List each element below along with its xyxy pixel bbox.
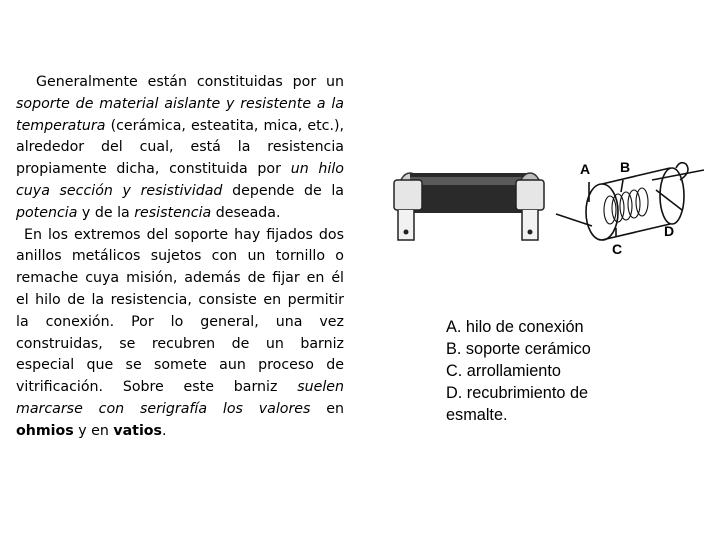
p1-seg-2: (cerámica, esteatita, mica, etc.), alrededor del cual, está la resistencia propiamente dicha, constituida por: [16, 117, 344, 178]
label-a: A: [580, 161, 591, 177]
p1-seg-3: un hilo cuya sección y resistividad: [16, 161, 344, 199]
p1-seg-8: deseada.: [211, 204, 281, 221]
p2-seg-3: ohmios: [16, 422, 74, 439]
resistor-photo: [394, 173, 544, 240]
p1-seg-1: soporte de material aislante y resistente a la temperatura: [16, 95, 344, 134]
paragraph-construction: [16, 72, 344, 225]
p2-seg-5: vatios: [113, 422, 163, 439]
label-b: B: [620, 159, 631, 175]
legend-a: A. hilo de conexión: [446, 318, 584, 336]
p2-seg-0: En los extremos del soporte hay fijados dos anillos metálicos sujetos con un tornillo o remache cuya misión, además de fijar en él el hilo de la resistencia, consiste en permitir la conexión. Por lo general, una vez construidas, se recubren de un barniz especial que se somete aun proceso de vitrificación. Sobre este barniz: [16, 226, 344, 396]
resistor-svg: [380, 150, 710, 270]
figure-legend: [446, 316, 646, 426]
p1-seg-7: resistencia: [134, 204, 212, 221]
p2-seg-4: y en: [73, 422, 114, 439]
label-c: C: [612, 241, 623, 257]
p1-seg-4: depende de la: [222, 182, 344, 199]
p1-seg-5: potencia: [16, 204, 78, 221]
legend-d-line1: D. recubrimiento de: [446, 384, 589, 402]
legend-c: C. arrollamiento: [446, 362, 561, 380]
p2-seg-1: suelen marcarse con serigrafía los valores: [16, 379, 344, 417]
p1-seg-0: Generalmente están constituidas por un: [36, 74, 344, 90]
label-d: D: [664, 223, 675, 239]
legend-d-line2: esmalte.: [446, 406, 508, 424]
p1-seg-6: y de la: [77, 204, 135, 221]
p2-seg-2: en: [310, 400, 344, 417]
p2-seg-6: .: [162, 422, 167, 439]
resistor-illustration: [380, 150, 710, 270]
paragraph-terminals: [16, 225, 344, 443]
legend-b: B. soporte cerámico: [446, 340, 591, 358]
body-text: [16, 72, 344, 443]
